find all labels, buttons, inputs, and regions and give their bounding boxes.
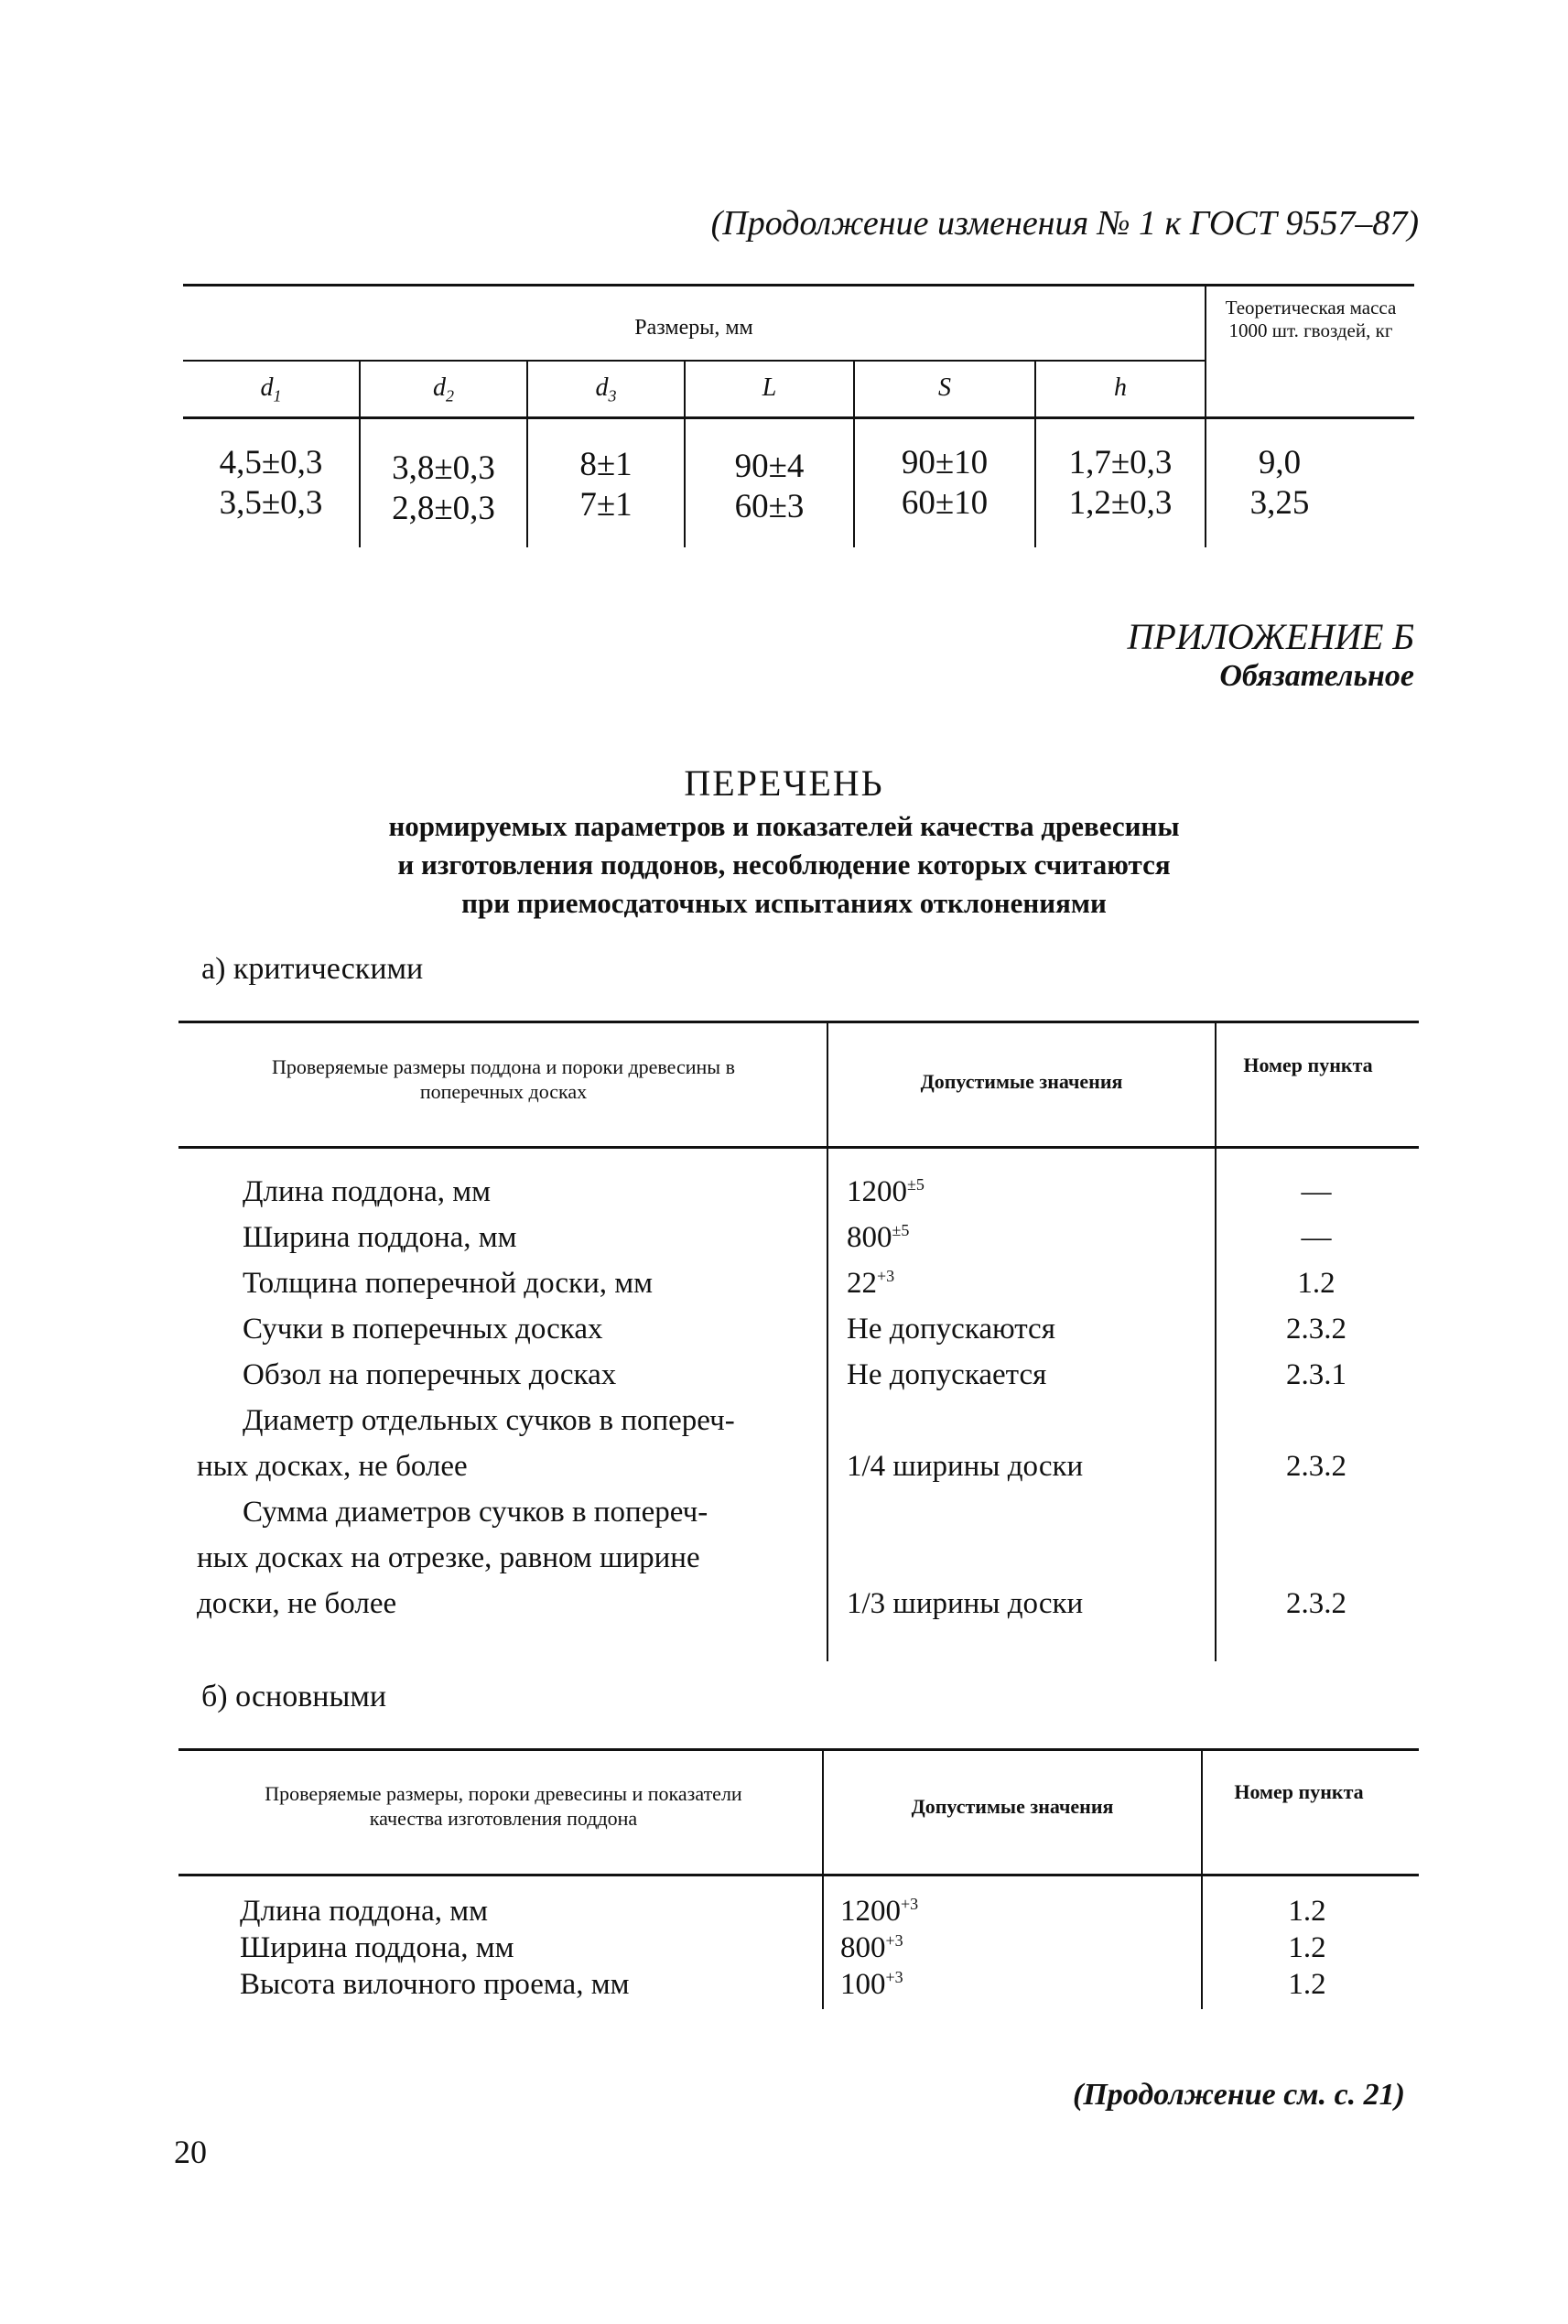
table-row-param: Сучки в поперечных досках (243, 1313, 603, 1346)
table-row-value: $800^{+3}$ (840, 1931, 903, 1964)
appendix-subtitle: Обязательное (1219, 659, 1414, 693)
table-row-value: 1/4 ширины доски (847, 1450, 1084, 1483)
table-row-item: 1.2 (1288, 1895, 1326, 1928)
table1-cell: 8±1 (579, 446, 633, 483)
table-row-param: ных досках, не более (197, 1450, 468, 1483)
table-row-value: 1/3 ширины доски (847, 1587, 1084, 1620)
table1-header-bottom-rule (183, 416, 1414, 419)
table-row-param: Обзол на поперечных досках (243, 1358, 617, 1391)
table-b-value-header: Допустимые значения (911, 1795, 1114, 1818)
table1-cell: 4,5±0,3 (219, 444, 323, 481)
table-a-item-header: Номер пункта (1243, 1054, 1373, 1076)
list-description-line: и изготовления поддонов, несоблюдение которых считаются (397, 849, 1171, 881)
table-row-item: — (1301, 1175, 1332, 1208)
table-row-param: Диаметр отдельных сучков в попереч- (243, 1404, 735, 1437)
table-row-param: ных досках на отрезке, равном ширине (197, 1541, 700, 1574)
table-row-param: доски, не более (197, 1587, 397, 1620)
table1-col-d2: $d_2$ (433, 373, 454, 405)
table-row-param: Ширина поддона, мм (240, 1931, 514, 1964)
table-b-item-header: Номер пункта (1234, 1780, 1364, 1803)
table-row-value: Не допускаются (847, 1313, 1055, 1346)
table-row-value: $1200^{+3}$ (840, 1895, 919, 1928)
table1-cell: 60±3 (734, 488, 805, 525)
table-b-header-rule (178, 1874, 1419, 1876)
section-a-label: а) критическими (201, 952, 424, 986)
table-row-item: 2.3.2 (1286, 1313, 1346, 1346)
continuation-note: (Продолжение см. с. 21) (1073, 2078, 1405, 2112)
list-description-line: при приемосдаточных испытаниях отклонениями (461, 887, 1107, 919)
table-b-param-header: Проверяемые размеры, пороки древесины и показатели качества изготовления поддона (265, 1782, 742, 1830)
table1-col-h: h (1114, 373, 1127, 402)
table1-cell: 7±1 (579, 486, 633, 524)
table1-col-d1: $d_1$ (260, 373, 282, 405)
table1-cell: 3,25 (1249, 484, 1310, 522)
table-row-item: 2.3.2 (1286, 1450, 1346, 1483)
table-a-header-rule (178, 1146, 1419, 1149)
running-header: (Продолжение изменения № 1 к ГОСТ 9557–87) (710, 204, 1419, 243)
table-row-item: 1.2 (1288, 1968, 1326, 2001)
table1-cell: 3,8±0,3 (392, 449, 495, 487)
table-row-value: $22^{+3}$ (847, 1267, 895, 1300)
table1-col-d3: $d_3$ (595, 373, 617, 405)
table1-cell: 60±10 (901, 484, 989, 522)
table1-group-header: Размеры, мм (634, 316, 753, 340)
table-row-item: 1.2 (1288, 1931, 1326, 1964)
table-row-item: 2.3.2 (1286, 1587, 1346, 1620)
table1-cell: 2,8±0,3 (392, 490, 495, 527)
table1-mass-header: Теоретическая масса 1000 шт. гвоздей, кг (1225, 297, 1397, 341)
section-b-label: б) основными (201, 1680, 387, 1713)
table1-col-s: S (938, 373, 951, 402)
table-row-param: Высота вилочного проема, мм (240, 1968, 630, 2001)
table-b-divider (822, 1748, 824, 2009)
table1-col-l: L (762, 373, 777, 402)
table1-cell: 90±10 (901, 444, 989, 481)
table-row-item: 1.2 (1297, 1267, 1336, 1300)
list-title: ПЕРЕЧЕНЬ (684, 762, 884, 804)
table-b-top-rule (178, 1748, 1419, 1751)
table-row-item: — (1301, 1221, 1332, 1254)
table1-cell: 1,7±0,3 (1068, 444, 1173, 481)
table-row-param: Сумма диаметров сучков в попереч- (243, 1496, 708, 1529)
table-row-value: $800^{\pm 5}$ (847, 1221, 910, 1254)
table1-cell: 90±4 (734, 448, 805, 485)
table1-cell: 3,5±0,3 (219, 484, 323, 522)
table-row-value: $1200^{\pm 5}$ (847, 1175, 925, 1208)
table-row-param: Длина поддона, мм (243, 1175, 492, 1208)
appendix-title: ПРИЛОЖЕНИЕ Б (1127, 616, 1414, 657)
table-row-param: Толщина поперечной доски, мм (243, 1267, 654, 1300)
table-a-param-header: Проверяемые размеры поддона и пороки древесины в поперечных досках (272, 1055, 735, 1103)
table1-cell: 9,0 (1258, 444, 1302, 481)
table-row-value: Не допускается (847, 1358, 1047, 1391)
page-number: 20 (174, 2134, 207, 2170)
table-a-divider (1215, 1021, 1217, 1661)
table-a-value-header: Допустимые значения (920, 1070, 1123, 1093)
table-a-top-rule (178, 1021, 1419, 1023)
table-row-value: $100^{+3}$ (840, 1968, 903, 2001)
table-row-item: 2.3.1 (1286, 1358, 1346, 1391)
table1-mid-rule (183, 360, 1206, 362)
table-row-param: Ширина поддона, мм (243, 1221, 517, 1254)
table1-top-rule (183, 284, 1414, 286)
table-a-divider (827, 1021, 828, 1661)
table1-cell: 1,2±0,3 (1068, 484, 1173, 522)
list-description-line: нормируемых параметров и показателей качества древесины (388, 810, 1180, 842)
table-row-param: Длина поддона, мм (240, 1895, 489, 1928)
